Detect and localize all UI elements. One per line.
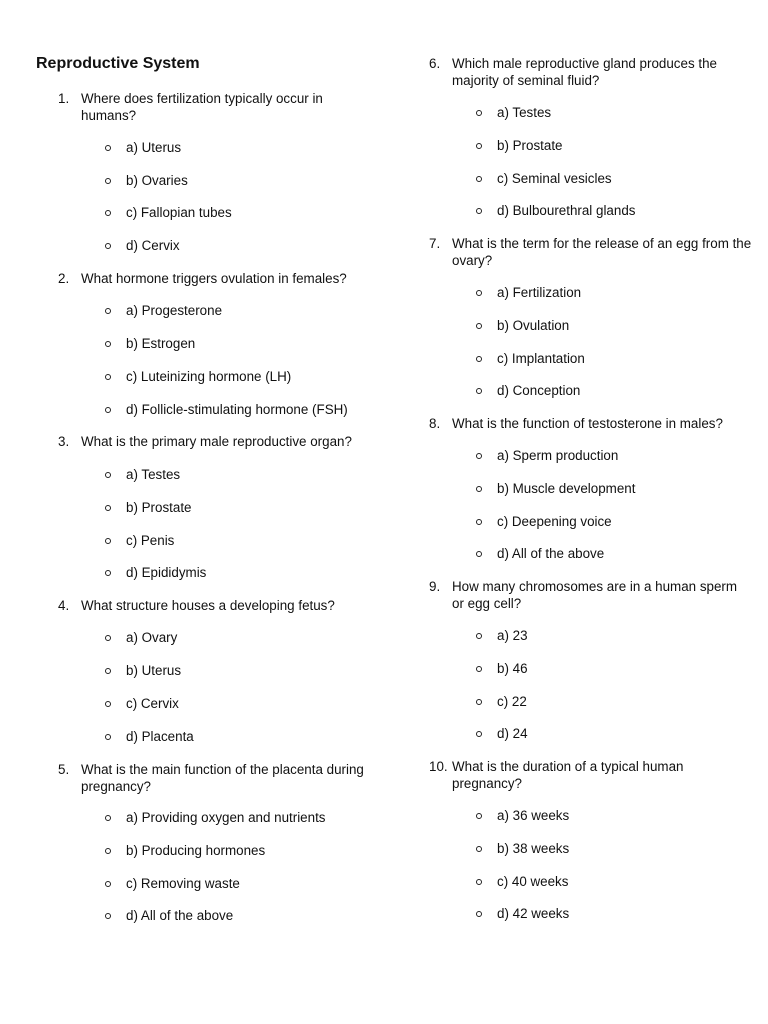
option-text: b) Muscle development bbox=[497, 481, 636, 496]
circle-bullet-icon bbox=[105, 734, 111, 740]
option-text: d) Placenta bbox=[126, 729, 194, 744]
option-text: a) Fertilization bbox=[497, 285, 582, 300]
option-text: d) 42 weeks bbox=[497, 906, 570, 921]
question-text: What hormone triggers ovulation in females? bbox=[81, 271, 347, 286]
circle-bullet-icon bbox=[476, 143, 482, 149]
question-number: 6. bbox=[429, 56, 441, 71]
option-text: d) 24 bbox=[497, 726, 528, 741]
option-text: a) Providing oxygen and nutrients bbox=[126, 810, 326, 825]
question-number: 5. bbox=[58, 762, 70, 777]
question-number: 4. bbox=[58, 598, 70, 613]
question-number: 2. bbox=[58, 271, 70, 286]
option-text: a) Ovary bbox=[126, 630, 178, 645]
circle-bullet-icon bbox=[476, 110, 482, 116]
option-text: d) Cervix bbox=[126, 238, 180, 253]
option-text: b) Ovulation bbox=[497, 318, 570, 333]
option-text: c) Penis bbox=[126, 533, 175, 548]
question-number: 1. bbox=[58, 91, 70, 106]
option-text: a) Testes bbox=[126, 467, 181, 482]
option-text: c) Removing waste bbox=[126, 876, 240, 891]
circle-bullet-icon bbox=[476, 519, 482, 525]
option-text: d) Conception bbox=[497, 383, 581, 398]
circle-bullet-icon bbox=[105, 635, 111, 641]
circle-bullet-icon bbox=[105, 538, 111, 544]
option-text: b) Prostate bbox=[126, 500, 192, 515]
question-text: What structure houses a developing fetus? bbox=[81, 598, 335, 613]
option-text: a) Progesterone bbox=[126, 303, 223, 318]
circle-bullet-icon bbox=[476, 911, 482, 917]
circle-bullet-icon bbox=[476, 666, 482, 672]
circle-bullet-icon bbox=[105, 178, 111, 184]
option-text: a) 36 weeks bbox=[497, 808, 570, 823]
circle-bullet-icon bbox=[476, 633, 482, 639]
circle-bullet-icon bbox=[105, 145, 111, 151]
circle-bullet-icon bbox=[476, 813, 482, 819]
circle-bullet-icon bbox=[476, 731, 482, 737]
circle-bullet-icon bbox=[476, 176, 482, 182]
option-text: b) Estrogen bbox=[126, 336, 196, 351]
option-text: a) 23 bbox=[497, 628, 528, 643]
option-text: b) 46 bbox=[497, 661, 528, 676]
question-text: What is the primary male reproductive organ? bbox=[81, 434, 352, 449]
question-number: 10. bbox=[429, 759, 448, 774]
circle-bullet-icon bbox=[105, 407, 111, 413]
circle-bullet-icon bbox=[476, 323, 482, 329]
question-text: What is the term for the release of an egg from the ovary? bbox=[452, 236, 752, 268]
option-text: a) Sperm production bbox=[497, 448, 619, 463]
option-text: c) Luteinizing hormone (LH) bbox=[126, 369, 292, 384]
option-text: c) 40 weeks bbox=[497, 874, 569, 889]
circle-bullet-icon bbox=[105, 505, 111, 511]
question-text: Which male reproductive gland produces the majority of seminal fluid? bbox=[452, 56, 717, 88]
circle-bullet-icon bbox=[476, 486, 482, 492]
option-text: b) Producing hormones bbox=[126, 843, 266, 858]
option-text: b) Ovaries bbox=[126, 173, 188, 188]
option-text: d) Follicle-stimulating hormone (FSH) bbox=[126, 402, 348, 417]
option-text: a) Uterus bbox=[126, 140, 182, 155]
question-number: 8. bbox=[429, 416, 441, 431]
circle-bullet-icon bbox=[476, 388, 482, 394]
option-text: c) Fallopian tubes bbox=[126, 205, 232, 220]
option-text: d) Bulbourethral glands bbox=[497, 203, 636, 218]
option-text: c) Seminal vesicles bbox=[497, 171, 612, 186]
option-text: b) Prostate bbox=[497, 138, 563, 153]
circle-bullet-icon bbox=[476, 290, 482, 296]
circle-bullet-icon bbox=[476, 208, 482, 214]
circle-bullet-icon bbox=[476, 699, 482, 705]
circle-bullet-icon bbox=[105, 472, 111, 478]
circle-bullet-icon bbox=[105, 881, 111, 887]
circle-bullet-icon bbox=[105, 341, 111, 347]
circle-bullet-icon bbox=[105, 210, 111, 216]
question-number: 7. bbox=[429, 236, 441, 251]
question-text: What is the duration of a typical human pregnancy? bbox=[452, 759, 684, 791]
option-text: c) Cervix bbox=[126, 696, 179, 711]
page-title: Reproductive System bbox=[36, 55, 200, 72]
option-text: c) Deepening voice bbox=[497, 514, 612, 529]
option-text: d) Epididymis bbox=[126, 565, 207, 580]
option-text: b) Uterus bbox=[126, 663, 182, 678]
option-text: c) Implantation bbox=[497, 351, 585, 366]
question-text: What is the function of testosterone in males? bbox=[452, 416, 723, 431]
circle-bullet-icon bbox=[476, 551, 482, 557]
circle-bullet-icon bbox=[476, 453, 482, 459]
circle-bullet-icon bbox=[476, 356, 482, 362]
circle-bullet-icon bbox=[476, 879, 482, 885]
circle-bullet-icon bbox=[105, 848, 111, 854]
option-text: d) All of the above bbox=[126, 908, 234, 923]
option-text: a) Testes bbox=[497, 105, 552, 120]
question-text: How many chromosomes are in a human sperm or egg cell? bbox=[452, 579, 738, 611]
option-text: d) All of the above bbox=[497, 546, 605, 561]
circle-bullet-icon bbox=[105, 913, 111, 919]
circle-bullet-icon bbox=[105, 701, 111, 707]
question-number: 9. bbox=[429, 579, 441, 594]
option-text: b) 38 weeks bbox=[497, 841, 570, 856]
question-text: What is the main function of the placenta during pregnancy? bbox=[81, 762, 364, 794]
circle-bullet-icon bbox=[105, 308, 111, 314]
question-text: Where does fertilization typically occur in humans? bbox=[81, 91, 323, 123]
circle-bullet-icon bbox=[105, 668, 111, 674]
circle-bullet-icon bbox=[105, 570, 111, 576]
option-text: c) 22 bbox=[497, 694, 527, 709]
circle-bullet-icon bbox=[476, 846, 482, 852]
circle-bullet-icon bbox=[105, 815, 111, 821]
circle-bullet-icon bbox=[105, 243, 111, 249]
circle-bullet-icon bbox=[105, 374, 111, 380]
question-number: 3. bbox=[58, 434, 70, 449]
